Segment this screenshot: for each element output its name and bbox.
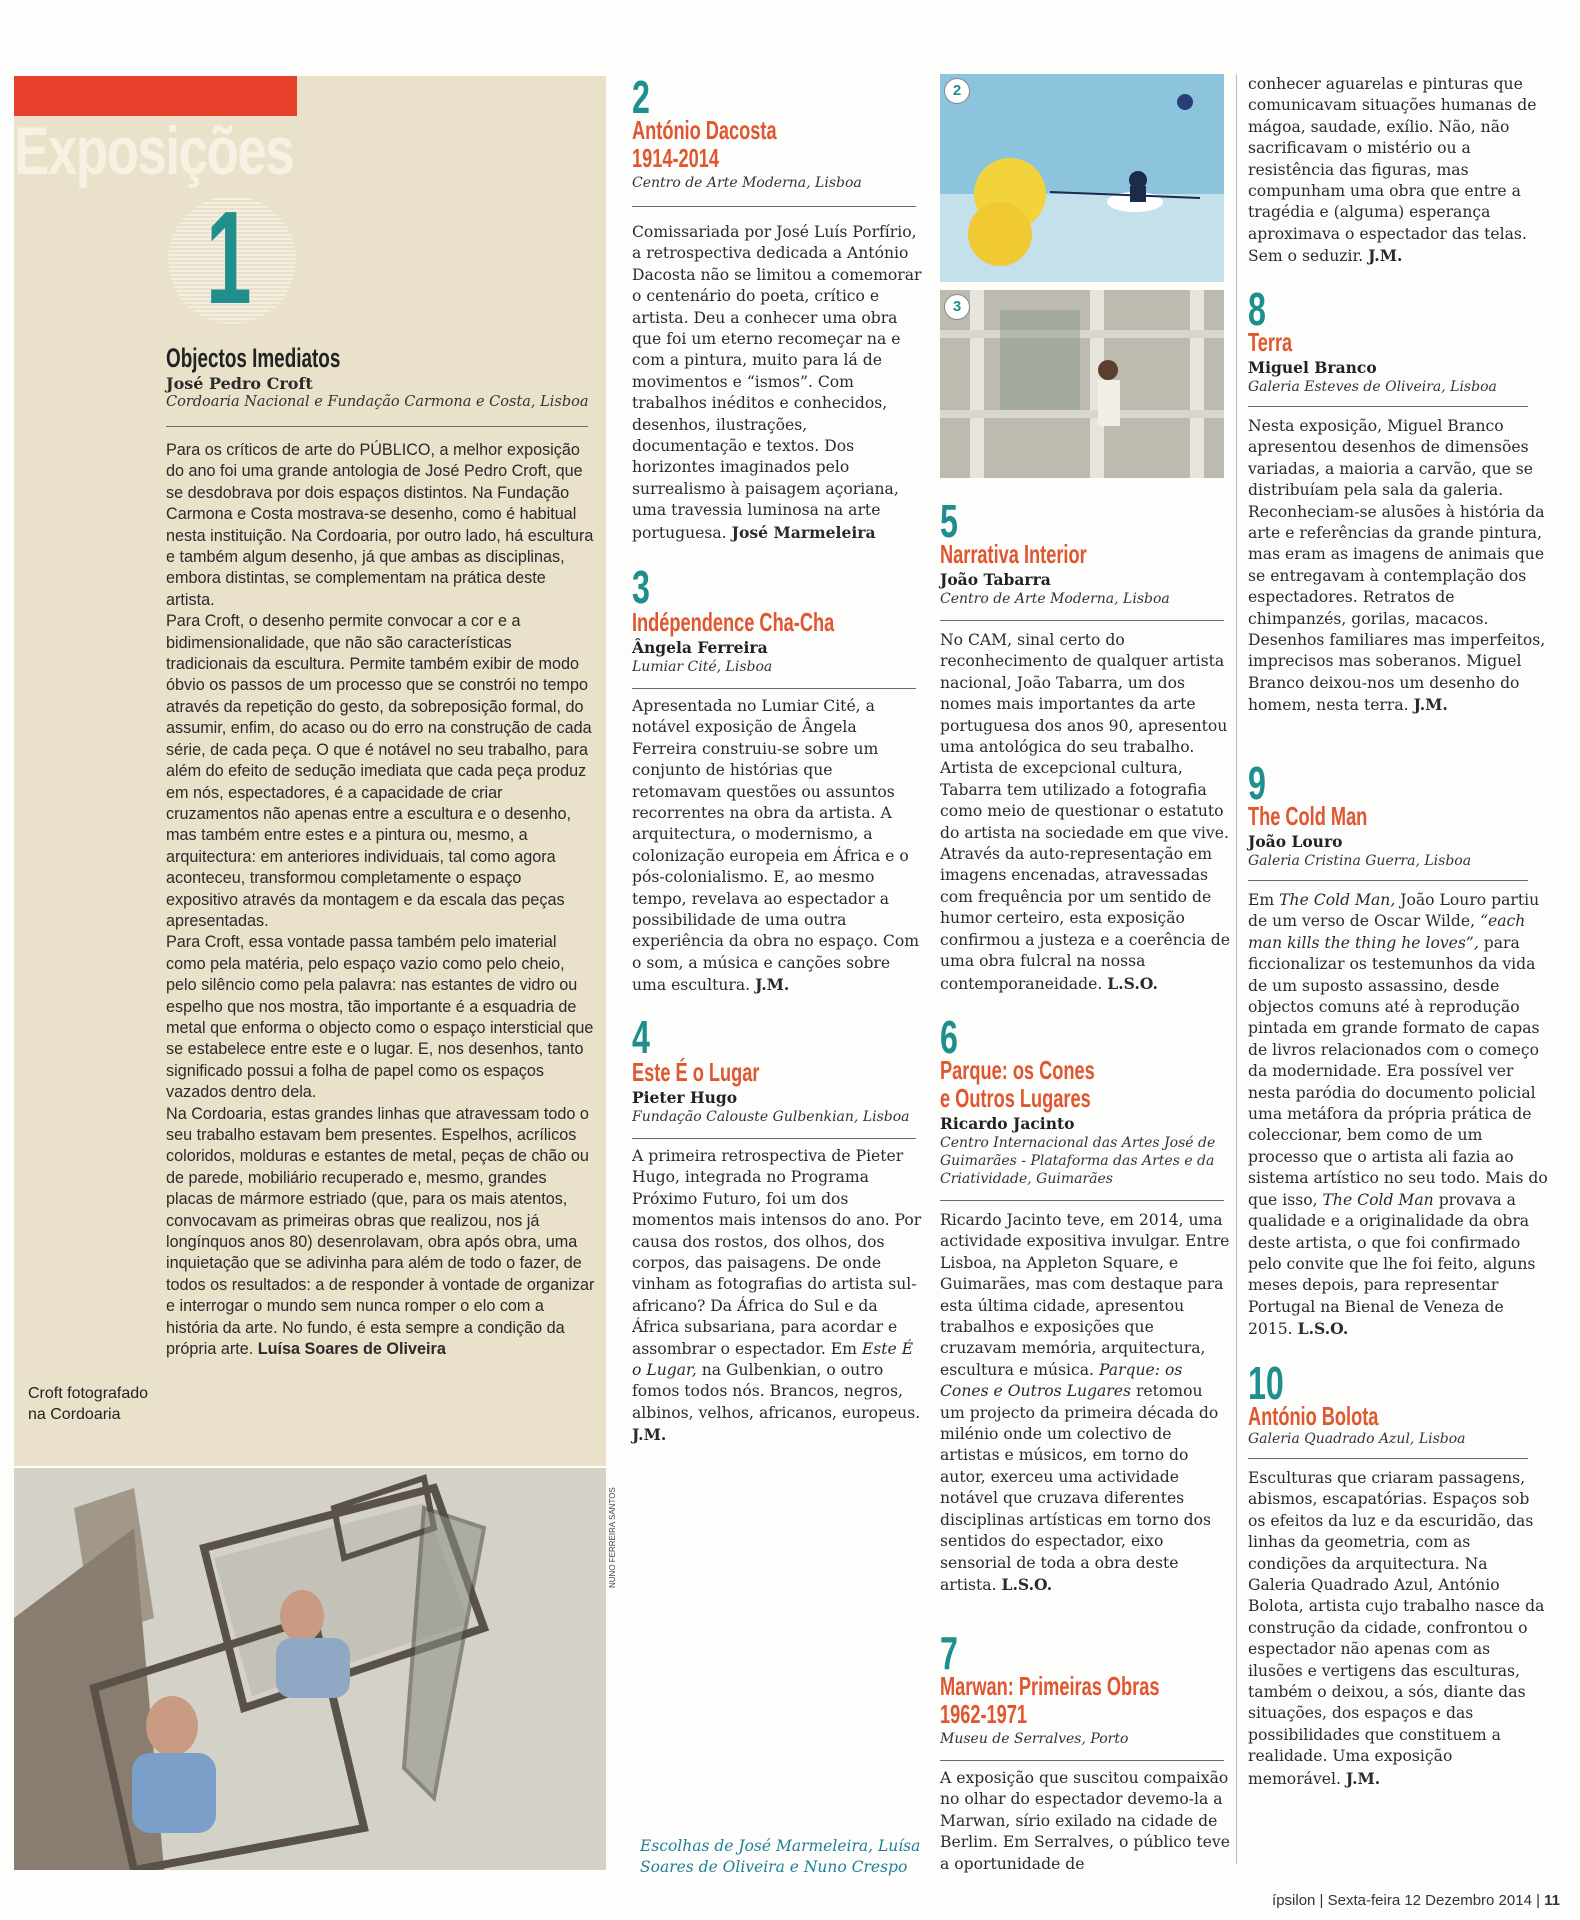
entry-9-title: The Cold Man: [1248, 801, 1368, 831]
entry-4-venue: Fundação Calouste Gulbenkian, Lisboa: [632, 1109, 910, 1125]
page-footer: ípsilon | Sexta-feira 12 Dezembro 2014 | 11: [1272, 1892, 1560, 1909]
entry-10-venue: Galeria Quadrado Azul, Lisboa: [1248, 1431, 1466, 1447]
entry-7-body: A exposição que suscitou compaixão no olhar do espectador devemo-la a Marwan, sírio exilado na cidade de Berlim. Em Serralves, o público teve a oportunidade de: [940, 1769, 1230, 1873]
entry-8-venue: Galeria Esteves de Oliveira, Lisboa: [1248, 379, 1497, 395]
entry-6-number: 6: [940, 1011, 958, 1063]
croft-photo: [14, 1468, 606, 1870]
entry-9-text-emphasis-2: “each man kills the thing he loves”,: [1248, 912, 1526, 952]
entry-9-text-b: para ficcionalizar os testemunhos da vida de um suposto assassino, desde objectos comuns até à reprodução pintada em grande formato de capas de livros relacionados com o começo da modernidade. Era possível ver nesta paródia do documento policial uma metáfora da própria prática de coleccionar, bem como de um processo que o artista ali fazia ao sistema artístico no seu todo. Mais do que isso,: [1248, 933, 1548, 1209]
entry-5-signature: L.S.O.: [1107, 973, 1158, 993]
entry-3-artist: Ângela Ferreira: [632, 638, 768, 657]
entry-3-body: [632, 696, 922, 997]
entry-5-artist: João Tabarra: [940, 570, 1051, 589]
entry-2-rule: [632, 206, 916, 207]
entry-3-venue: Lumiar Cité, Lisboa: [632, 659, 773, 675]
entry-2-venue: Centro de Arte Moderna, Lisboa: [632, 175, 862, 191]
entry-10-title: António Bolota: [1248, 1401, 1379, 1431]
footer-date: Sexta-feira 12 Dezembro 2014: [1327, 1892, 1532, 1909]
entry-10-signature: J.M.: [1345, 1768, 1381, 1788]
entry-9-text-a: João Louro partiu de um verso de Oscar Wilde,: [1248, 891, 1540, 931]
entry-9-text-emphasis-1: The Cold Man,: [1279, 891, 1396, 909]
entry-1-paragraph: Para os críticos de arte do PÚBLICO, a melhor exposição do ano foi uma grande antologia de José Pedro Croft, que se desdobrava por dois espaços distintos. Na Fundação Carmona e Costa mostrava-se desenho, como é habitual nesta instituição. Na Cordoaria, por outro lado, há escultura e também algum desenho, já que ambas as disciplinas, embora distintas, se complementam na prática deste artista.: [166, 441, 594, 609]
entry-5-number: 5: [940, 495, 958, 547]
entry-9-text-pre: Em: [1248, 891, 1275, 909]
entry-3-title: Indépendence Cha-Cha: [632, 607, 835, 637]
entry-7-signature: J.M.: [1368, 246, 1403, 266]
entry-7-rule: [940, 1760, 1224, 1761]
entry-1-venue: Cordoaria Nacional e Fundação Carmona e Costa, Lisboa: [166, 394, 589, 410]
entry-4-rule: [632, 1138, 916, 1139]
entry-1-title: Objectos Imediatos: [166, 343, 341, 373]
entry-4-title: Este É o Lugar: [632, 1057, 760, 1087]
entry-2-title: António Dacosta: [632, 115, 777, 145]
section-red-bar: [14, 76, 297, 116]
entry-6-venue: Centro Internacional das Artes José de Guimarães - Plataforma das Artes e da Criatividade, Guimarães: [940, 1135, 1216, 1187]
tabarra-photo-illustration: [940, 290, 1224, 478]
entry-5-text: No CAM, sinal certo do reconhecimento de qualquer artista nacional, João Tabarra, um dos nomes mais importantes da arte portuguesa dos anos 90, apresentou uma antológica do seu trabalho. Artista de excepcional cultura, Tabarra tem utilizado a fotografia como meio de questionar o estatuto do artista na sociedade em que vive. Através da auto-representação em imagens encenadas, atravessadas com frequência por um sentido de humor certeiro, esta exposição confirmou a justeza e a coerência de uma obra fulcral na nossa contemporaneidade.: [940, 631, 1230, 993]
entry-6-artist: Ricardo Jacinto: [940, 1114, 1075, 1133]
entry-1-paragraph: Para Croft, essa vontade passa também pelo imaterial como pela matéria, pelo espaço vazio como pelo cheio, pelo silêncio como pela palavra: nas estantes de vidro ou espelho que nos mostra, tão importante é a esquadria de metal que enforma o objecto como o espaço intersticial que se estabelece entre este e o lugar. E, nos desenhos, tanto significado possui a folha de papel como os espaços vazados dentro dela.: [166, 933, 594, 1102]
footer-publication: ípsilon: [1272, 1892, 1316, 1909]
image-badge-2: 2: [944, 78, 970, 104]
entry-7-title-line2: 1962-1971: [940, 1699, 1028, 1729]
entry-9-signature: L.S.O.: [1297, 1319, 1349, 1339]
entry-5-body: [940, 630, 1230, 995]
entry-10-number: 10: [1248, 1357, 1284, 1409]
entry-3-signature: J.M.: [755, 975, 790, 995]
entry-3-rule: [632, 688, 916, 689]
tabarra-artwork-image: [940, 290, 1224, 478]
entry-9-rule: [1248, 880, 1528, 881]
entry-1-signature: Luísa Soares de Oliveira: [257, 1340, 446, 1359]
entry-6-text-emphasis: Parque: os Cones e Outros Lugares: [940, 1360, 1183, 1401]
entry-1-rule: [166, 426, 588, 427]
entry-7-body-continued: [1248, 74, 1548, 268]
entry-6-signature: L.S.O.: [1001, 1574, 1053, 1594]
entry-2-signature: José Marmeleira: [731, 522, 876, 542]
entry-10-text: Esculturas que criaram passagens, abismos, escapatórias. Espaços sob os efeitos da luz e da escuridão, das linhas da geometria, com as condições da arquitectura. Na Galeria Quadrado Azul, António Bolota, artista cujo trabalho nasce da construção da cidade, confrontou o espectador não apenas com as ilusões e vertigens das esculturas, também o deixou, a sós, diante das situações, dos espaços e das possibilidades que constituem a realidade. Uma exposição memorável.: [1248, 1469, 1545, 1788]
entry-5-rule: [940, 620, 1224, 621]
entry-6-text-a: Ricardo Jacinto teve, em 2014, uma actividade expositiva invulgar. Entre Lisboa, na Appleton Square, e Guimarães, mas com destaque para esta última cidade, apresentou trabalhos e exposições que cruzavam memória, arquitectura, escultura e música.: [940, 1211, 1230, 1379]
photo-credit: NUNO FERREIRA SANTOS: [608, 1487, 617, 1588]
entry-1-body: [166, 440, 596, 1360]
croft-sculpture-illustration: [14, 1468, 606, 1870]
entry-8-rule: [1248, 406, 1528, 407]
entry-9-artist: João Louro: [1248, 832, 1343, 851]
section-title: Exposições: [14, 113, 294, 189]
entry-3-text: Apresentada no Lumiar Cité, a notável exposição de Ângela Ferreira construiu-se sobre um conjunto de histórias que retomavam questões ou assuntos recorrentes na obra da artista. A arquitectura, o modernismo, a colonização europeia em África e o pós-colonialismo. E, ao mesmo tempo, revelava ao espectador a possibilidade de uma outra experiência da obra no espaço. Com o som, a música e canções sobre uma escultura.: [632, 697, 919, 995]
entry-2-text: Comissariada por José Luís Porfírio, a retrospectiva dedicada a António Dacosta não se limitou a comemorar o centenário do poeta, crítico e artista. Deu a conhecer uma obra que foi um eterno recomeçar na e com a pintura, muito para lá de movimentos e “ismos”. Com trabalhos inéditos e conhecidos, desenhos, ilustrações, documentação e textos. Dos horizontes imaginados pelo surrealismo à paisagem açoriana, uma travessia luminosa na arte portuguesa.: [632, 223, 922, 542]
entry-5-title: Narrativa Interior: [940, 539, 1087, 569]
photo-caption: Croft fotografado na Cordoaria: [28, 1385, 149, 1423]
entry-8-body: [1248, 416, 1548, 717]
entry-2-title-line2: 1914-2014: [632, 143, 720, 173]
dacosta-painting-illustration: [940, 74, 1224, 282]
entry-9-text-c: provava a qualidade e a originalidade da obra deste artista, o que foi confirmado pelo convite que lhe foi feito, alguns meses depois, para representar Portugal na Bienal de Veneza de 2015.: [1248, 1190, 1536, 1339]
entry-8-signature: J.M.: [1413, 695, 1448, 715]
entry-1-number: 1: [206, 184, 252, 331]
entry-1-artist: José Pedro Croft: [166, 374, 313, 393]
entry-6-title: Parque: os Cones: [940, 1055, 1095, 1085]
entry-7-text-continued: conhecer aguarelas e pinturas que comunicavam situações humanas de mágoa, saudade, exílio. Não, não sacrificavam o mistério ou a resistência das figuras, mas compunham uma obra que entre a tragédia e (alguma) esperança aproximava o espectador das telas. Sem o seduzir.: [1248, 75, 1537, 266]
entry-8-title: Terra: [1248, 327, 1293, 357]
page-number: 11: [1544, 1892, 1560, 1909]
entry-6-rule: [940, 1200, 1224, 1201]
entry-10-body: [1248, 1468, 1548, 1790]
entry-8-artist: Miguel Branco: [1248, 358, 1377, 377]
entry-2-body: [632, 222, 922, 544]
column-divider: [1236, 74, 1237, 1864]
entry-7-title: Marwan: Primeiras Obras: [940, 1671, 1160, 1701]
entry-9-text-emphasis-3: The Cold Man: [1322, 1190, 1434, 1209]
image-badge-3: 3: [944, 294, 970, 320]
entry-1-paragraph-text: Na Cordoaria, estas grandes linhas que atravessam todo o seu trabalho estavam bem presentes. Espelhos, acrílicos coloridos, molduras e estantes de metal, peças de chão ou de parede, mobiliário recuperado e, mesmo, grandes placas de mármore estriado (que, para os mais atentos, convocavam as primeiras obras que realizou, nos já longínquos anos 80) desenrolavam, obra após obra, uma inquietação que se adivinha para além de todo o fazer, de todos os resultados: a de responder à vontade de organizar e interrogar o mundo sem nunca romper o elo com a história da arte. No fundo, é esta sempre a condição da própria arte.: [166, 1104, 595, 1359]
picks-credit: Escolhas de José Marmeleira, Luísa Soares de Oliveira e Nuno Crespo: [640, 1837, 921, 1876]
entry-2-number: 2: [632, 71, 650, 123]
entry-6-text-b: retomou um projecto da primeira década do milénio onde um colectivo de artistas e músicos, em torno do autor, exerceu uma actividade notável que cruzava diferentes disciplinas artísticas em torno dos sentidos do espectador, eixo sensorial de toda a obra deste artista.: [940, 1382, 1219, 1594]
entry-5-venue: Centro de Arte Moderna, Lisboa: [940, 591, 1170, 607]
entry-4-text-b: na Gulbenkian, o outro fomos todos nós. Brancos, negros, albinos, velhos, africanos, europeus.: [632, 1361, 921, 1422]
entry-9-body: [1248, 890, 1548, 1341]
entry-4-signature: J.M.: [632, 1425, 667, 1445]
dacosta-artwork-image: [940, 74, 1224, 282]
entry-8-text: Nesta exposição, Miguel Branco apresentou desenhos de dimensões variadas, a maioria a carvão, que se distribuíam pela sala da galeria. Reconheciam-se alusões à história da arte e referências da grande pintura, mas eram as imagens de animais que se entregavam à contemplação dos espectadores. Retratos de chimpanzés, gorilas, macacos. Desenhos familiares mas imperfeitos, imprecisos mas soberanos. Miguel Branco deixou-nos um desenho do homem, nesta terra.: [1248, 417, 1546, 715]
entry-4-text-emphasis: Este É o Lugar,: [632, 1339, 914, 1380]
entry-7-venue: Museu de Serralves, Porto: [940, 1731, 1129, 1747]
entry-3-number: 3: [632, 561, 650, 613]
entry-6-body: [940, 1210, 1230, 1596]
entry-4-artist: Pieter Hugo: [632, 1088, 738, 1107]
entry-9-number: 9: [1248, 757, 1266, 809]
entry-8-number: 8: [1248, 283, 1266, 335]
entry-4-body: [632, 1146, 922, 1447]
entry-6-title-line2: e Outros Lugares: [940, 1083, 1091, 1113]
entry-9-venue: Galeria Cristina Guerra, Lisboa: [1248, 853, 1472, 869]
entry-7-number: 7: [940, 1627, 958, 1679]
entry-1-paragraph: Para Croft, o desenho permite convocar a cor e a bidimensionalidade, que não são características tradicionais da escultura. Permite também exibir de modo óbvio os passos de um processo que se constrói no tempo através da repetição do gesto, da sobreposição formal, do assumir, enfim, do acaso ou do erro na construção de cada série, de cada peça. O que é notável no seu trabalho, para além do efeito de sedução imediata que cada peça produz em nós, espectadores, é a capacidade de criar cruzamentos não apenas entre a escultura e o desenho, mas também entre estes e a pintura ou, mesmo, a arquitectura: em anteriores individuais, tal como agora aconteceu, transformou completamente o espaço expositivo através da montagem e da escala das peças apresentadas.: [166, 612, 592, 930]
entry-4-number: 4: [632, 1011, 650, 1063]
entry-4-text-a: A primeira retrospectiva de Pieter Hugo, integrada no Programa Próximo Futuro, foi um dos momentos mais intensos do ano. Por causa dos rostos, dos olhos, dos corpos, das paisagens. De onde vinham as fotografias do artista sul-africano? Da África do Sul e da África subsariana, para acordar e assombrar o espectador. Em: [632, 1147, 922, 1358]
entry-1-paragraph: [166, 1104, 596, 1361]
entry-10-rule: [1248, 1458, 1528, 1459]
